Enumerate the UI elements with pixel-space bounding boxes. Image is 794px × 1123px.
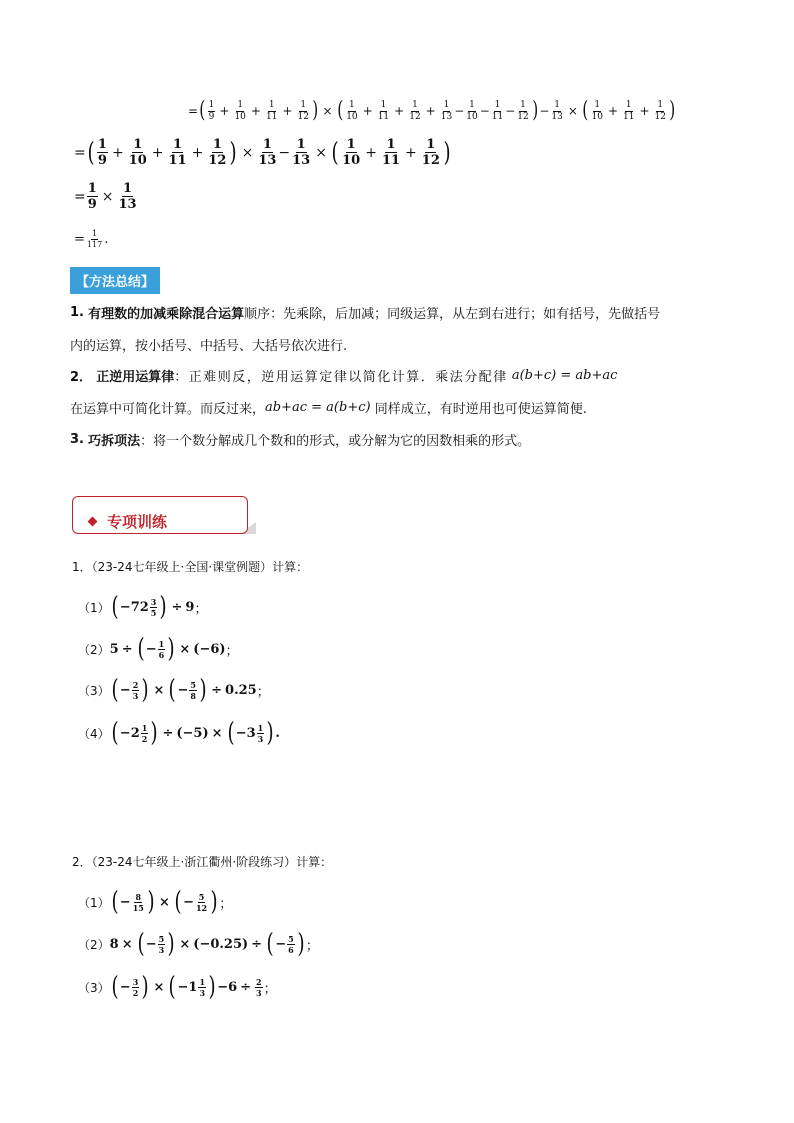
method-summary-tag: 【方法总结】 [70,267,160,294]
problem-1-item-1: （1） ( −72 $\frac{3}{5}$ ) ÷ 9 ； [78,592,208,622]
problem-2-item-1: （1） ( − $\frac{8}{15}$ ) × ( − $\frac{5}{12}$ ) ； [78,887,233,917]
problem-2-item-2: （2） 8 × ( − $\frac{5}{3}$ ) × (−0.25) ÷ ( − $\frac{5}{6}$ ) ； [78,929,319,959]
summary-point-2-cont: 在运算中可简化计算。而反过来， ab+ac = a(b+c) 同样成立，有时逆用也可使运算简便. [70,400,587,417]
summary-point-1: 1. 有理数的加减乘除混合运算 顺序：先乘除，后加减；同级运算，从左到右进行；如有括号，先做括号 [70,305,661,322]
problem-2-header: 2．（23-24七年级上·浙江衢州·阶段练习）计算： [72,855,333,869]
summary-point-3: 3. 巧拆项法 ：将一个数分解成几个数和的形式，或分解为它的因数相乘的形式。 [70,432,531,449]
diamond-icon [88,517,98,527]
problem-1-item-2: （2） 5 ÷ ( − $\frac{1}{6}$ ) × (−6) ； [78,634,239,664]
solution-line-3: = $\frac{1}{9}$ × $\frac{1}{13}$ [74,181,137,212]
solution-line-4: = $\frac{1}{117}$ . [74,229,109,249]
summary-point-2: 2． 正逆用运算律 ：正难则反，逆用运算定律以简化计算．乘法分配律 a(b+c) = ab+ac [70,368,618,385]
problem-1-header: 1．（23-24七年级上·全国·课堂例题）计算： [72,560,309,574]
section-header-box [72,496,248,534]
section-title: 专项训练 [107,513,168,531]
problem-2-item-3: （3） ( − $\frac{3}{2}$ ) × ( −1 $\frac{1}{3}$ ) −6 ÷ $\frac{2}{3}$ ； [78,972,277,1002]
solution-line-2: = ( $\frac{1}{9}$ + $\frac{1}{10}$ + $\frac{1}{11}$ + $\frac{1}{12}$ ) × $\frac{1}{13}$ − $\frac{1}{13}$ × ( $\frac{1}{10}$ + $\frac{1}{11}$ + $\frac{1}{12}$ ) [74,137,451,168]
solution-line-1: = ( $\frac{1}{9}$ + $\frac{1}{10}$ + $\frac{1}{11}$ + $\frac{1}{12}$ ) × ( $\frac{1}{10}$ + $\frac{1}{11}$ + $\frac{1}{12}$ + $\frac{1}{13}$ − $\frac{1}{10}$ − $\frac{1}{11}$ − $\frac{1}{12}$ ) − $\frac{1}{13}$ × ( $\frac{1}{10}$ + $\frac{1}{11}$ + $\frac{1}{12}$ ) [188,98,676,123]
problem-1-item-3: （3） ( − $\frac{2}{3}$ ) × ( − $\frac{5}{8}$ ) ÷ 0.25 ； [78,675,270,705]
problem-1-item-4: （4） ( −2 $\frac{1}{2}$ ) ÷ (−5) × ( −3 $\frac{1}{3}$ ) . [78,718,280,748]
summary-point-1-cont: 内的运算，按小括号、中括号、大括号依次进行. [70,339,348,354]
